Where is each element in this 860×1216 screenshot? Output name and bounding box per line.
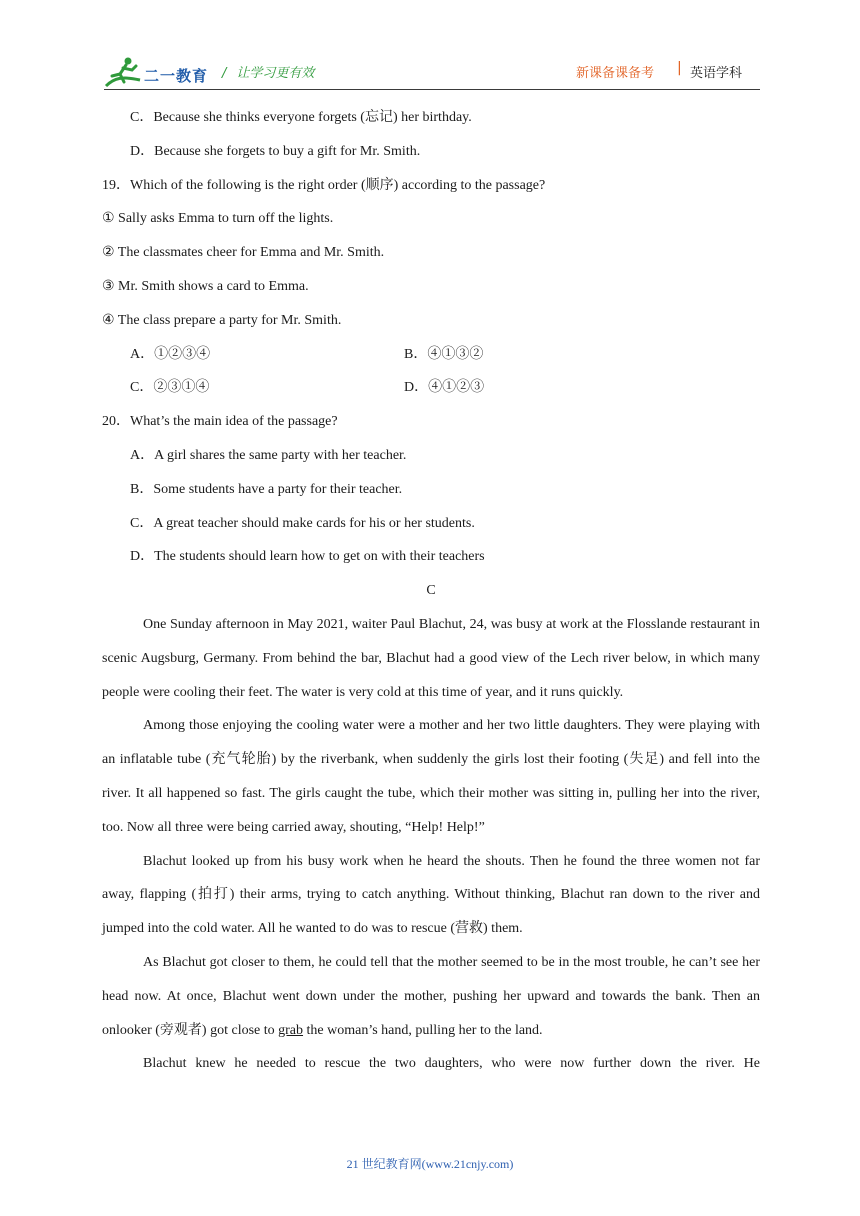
document-body — [102, 101, 760, 1081]
q20-option-b: B．Some students have a party for their teacher. — [130, 481, 403, 497]
passage-paragraph-3: Blachut looked up from his busy work when he heard the shouts. Then he found the three women not far away, flapping (拍打) their arms, trying to catch anything. Without thinking, Blachut ran down to the river and jumped into the cold water. All he wanted to do was to rescue (营救) them. — [102, 853, 760, 937]
passage-paragraph-1: One Sunday afternoon in May 2021, waiter Paul Blachut, 24, was busy at work at the Flosslande restaurant in scenic Augsburg, Germany. From behind the bar, Blachut had a good view of the Lech river below, in which many people were cooling their feet. The water is very cold at this time of year, and it runs quickly. — [102, 616, 760, 700]
q19-event-3: ③ Mr. Smith shows a card to Emma. — [102, 278, 309, 294]
q19-stem: 19．Which of the following is the right order (顺序) according to the passage? — [102, 177, 546, 193]
q19-event-1: ① Sally asks Emma to turn off the lights. — [102, 211, 334, 227]
slogan: / 让学习更有效 — [222, 66, 315, 81]
page-footer: 21 世纪教育网(www.21cnjy.com) — [346, 1157, 514, 1171]
q20-stem: 20．What’s the main idea of the passage? — [102, 414, 338, 430]
q19-options-row-2 — [102, 371, 760, 405]
header-separator: | — [677, 60, 682, 76]
header-tag-right: 英语学科 — [690, 66, 743, 81]
passage-paragraph-5: Blachut knew he needed to rescue the two daughters, who were now further down the river. He — [143, 1056, 760, 1072]
q19-option-d: D．④①②③ — [404, 380, 485, 396]
q20-option-a: A．A girl shares the same party with her teacher. — [130, 447, 407, 463]
q19-options-row-1 — [102, 338, 760, 372]
q19-option-b: B．④①③② — [404, 346, 484, 362]
q18-option-d: D．Because she forgets to buy a gift for Mr. Smith. — [130, 143, 421, 159]
underlined-word: grab — [278, 1022, 304, 1038]
header-tag-left: 新课备课备考 — [576, 66, 655, 81]
q19-event-2: ② The classmates cheer for Emma and Mr. Smith. — [102, 245, 385, 261]
q18-option-c: C．Because she thinks everyone forgets (忘记) her birthday. — [130, 110, 472, 125]
q19-option-a: A．①②③④ — [130, 346, 211, 362]
q19-option-c: C．②③①④ — [130, 380, 210, 396]
header-divider — [104, 89, 760, 90]
page-header — [0, 0, 860, 96]
slogan-text: 让学习更有效 — [236, 66, 315, 81]
q20-option-d: D．The students should learn how to get on with their teachers — [130, 549, 485, 565]
logo-text: 二一教育 — [144, 67, 209, 85]
section-heading: C — [426, 583, 436, 599]
q19-event-4: ④ The class prepare a party for Mr. Smith. — [102, 312, 342, 328]
passage-paragraph-4: As Blachut got closer to them, he could tell that the mother seemed to be in the most trouble, he can’t see her head now. At once, Blachut went down under the mother, pushing her upward and towards the bank. Then an onlooker (旁观者) got close to grab the woman’s hand, pulling her to the land. — [102, 954, 760, 1038]
logo — [104, 56, 216, 90]
q20-option-c: C．A great teacher should make cards for his or her students. — [130, 515, 475, 531]
passage-paragraph-2: Among those enjoying the cooling water were a mother and her two little daughters. They were playing with an inflatable tube (充气轮胎) by the riverbank, when suddenly the girls lost their footing (失足) and fell into the river. It all happened so fast. The girls caught the tube, which their mother was sitting in, pulling her into the river, too. Now all three were being carried away, shouting, “Help! Help!” — [102, 718, 760, 835]
runner-logo-icon — [104, 56, 144, 90]
